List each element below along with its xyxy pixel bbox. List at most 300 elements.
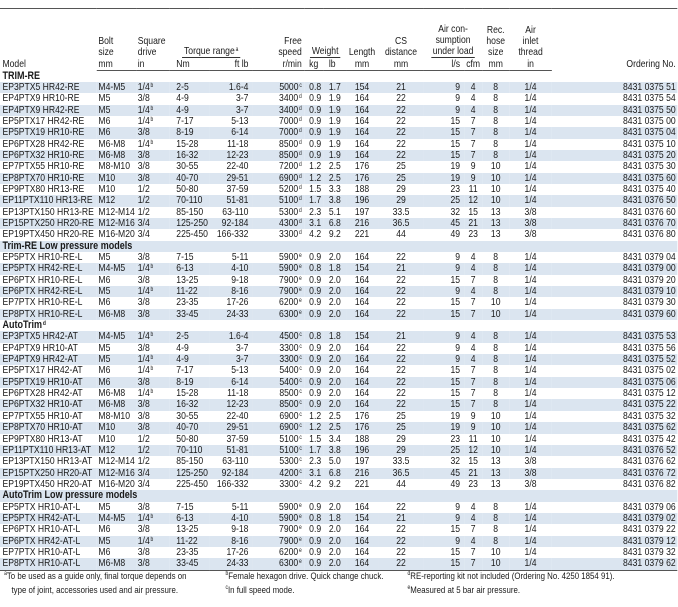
footnote-ref: d (299, 139, 302, 146)
footnote-ref: d (299, 230, 302, 237)
cell-cs-distance-value: 44 (396, 228, 406, 241)
cell-weight-lb-value: 3.3 (328, 182, 341, 195)
footnote-ref: d (299, 128, 302, 135)
cell-weight-lb-value: 2.5 (328, 409, 341, 422)
cell-torque-nm-value: 225-450 (176, 477, 208, 490)
cell-bolt-size-value: M10 (98, 421, 116, 434)
cell-weight-kg-value: 4.2 (309, 228, 322, 241)
cell-bolt-size-value: M4-M5 (98, 330, 126, 343)
cell-ordering-no-value: 8431 0376 62 (623, 455, 676, 468)
cell-torque-ftlb-value: 37-59 (226, 432, 249, 445)
cell-bolt-size-value: M10 (98, 171, 116, 184)
cell-model-value: EP5PTX HR42-RE-L (2, 262, 83, 275)
cell-air-inlet-value: 1/4 (524, 443, 537, 456)
cell-model-value: EP8PTX HR10-RE-L (2, 307, 83, 320)
cell-air-ls-value: 19 (450, 171, 461, 184)
cell-air-cfm (464, 309, 482, 320)
cell-weight-kg-value: 1.5 (309, 432, 322, 445)
cell-bolt-size-value: M6-M8 (98, 148, 126, 161)
cell-air-cfm-value: 9 (470, 421, 476, 434)
cell-weight-kg-value: 0.9 (309, 126, 322, 139)
cell-weight-kg-value: 2.3 (309, 205, 322, 218)
cell-torque-nm-value: 16-32 (176, 398, 199, 411)
cell-air-ls-value: 15 (450, 137, 461, 150)
cell-weight-lb-value: 5.0 (328, 455, 341, 468)
cell-weight-lb-value: 2.0 (328, 545, 341, 558)
section-title-text: AutoTrim (2, 319, 43, 332)
cell-cs-distance-value: 25 (396, 171, 406, 184)
cell-ordering-no-value: 8431 0375 06 (623, 375, 676, 388)
cell-bolt-size-value: M5 (98, 534, 111, 547)
cell-weight-lb (324, 558, 346, 570)
cell-length-value: 164 (354, 273, 370, 286)
footnote-ref: c (299, 82, 302, 89)
cell-free-speed-value: 5000 (279, 80, 299, 93)
cell-torque-ftlb-value: 9-18 (231, 273, 249, 286)
cell-torque-ftlb (210, 309, 253, 320)
cell-weight-kg-value: 1.7 (309, 443, 322, 456)
cell-air-ls-value: 19 (450, 421, 461, 434)
cell-length (346, 479, 378, 490)
cell-hose-size-value: 8 (493, 80, 499, 93)
cell-torque-ftlb-value: 22-40 (226, 160, 249, 173)
cell-air-ls-value: 15 (450, 296, 461, 309)
header-square-drive: Square drive (136, 9, 170, 58)
cell-air-cfm-value: 4 (470, 92, 476, 105)
cell-weight-kg-value: 0.9 (309, 92, 322, 105)
cell-torque-ftlb (210, 558, 253, 570)
unit-kg: kg (304, 58, 324, 71)
cell-cs-distance-value: 21 (396, 330, 406, 343)
cell-torque-nm-value: 16-32 (176, 148, 199, 161)
cell-air-ls-value: 15 (450, 114, 461, 127)
cell-square-drive-value: 3/4 (137, 477, 150, 490)
cell-hose-size-value: 10 (490, 182, 501, 195)
cell-hose-size-value: 10 (490, 160, 501, 173)
cell-cs-distance-value: 36.5 (392, 216, 410, 229)
cell-ordering-no-value: 8431 0375 54 (623, 92, 676, 105)
cell-torque-nm-value: 70-110 (176, 194, 203, 207)
unit-cs: mm (378, 58, 424, 71)
cell-cs-distance-value: 21 (396, 262, 406, 275)
footnote-ref: c (299, 468, 302, 475)
cell-hose-size-value: 10 (490, 421, 501, 434)
cell-weight-kg-value: 0.9 (309, 545, 322, 558)
cell-air-inlet-value: 1/4 (524, 148, 537, 161)
cell-free-speed-value: 5100 (279, 194, 299, 207)
cell-weight-kg-value: 4.2 (309, 477, 322, 490)
cell-ordering-no-value: 8431 0379 06 (623, 500, 676, 513)
cell-torque-nm-value: 7-17 (176, 364, 194, 377)
unit-hose: mm (482, 58, 509, 71)
cell-weight-lb-value: 2.5 (328, 160, 341, 173)
cell-air-cfm-value: 11 (468, 432, 478, 445)
cell-bolt-size-value: M6 (98, 126, 111, 139)
cell-air-cfm-value: 4 (470, 511, 476, 524)
unit-inlet: in (509, 58, 552, 71)
cell-torque-ftlb-value: 3-7 (236, 92, 249, 105)
footnote-ref: c (299, 332, 302, 339)
cell-length-value: 164 (354, 398, 370, 411)
cell-cs-distance-value: 22 (396, 103, 406, 116)
cell-ordering-no-value: 8431 0375 42 (623, 432, 676, 445)
footnote-ref: e (299, 559, 302, 566)
cell-air-cfm-value: 12 (468, 194, 478, 207)
cell-air-ls-value: 23 (450, 182, 461, 195)
cell-torque-nm-value: 4-9 (176, 353, 189, 366)
cell-air-ls-value: 9 (455, 285, 461, 298)
cell-torque-ftlb-value: 24-33 (226, 307, 249, 320)
cell-model-value: EP4PTX9 HR10-AT (2, 341, 78, 354)
footnote-ref: d (299, 105, 302, 112)
cell-weight-kg-value: 0.9 (309, 353, 322, 366)
cell-square-drive-value: 3/8 (137, 126, 150, 139)
cell-torque-nm-value: 125-250 (176, 216, 208, 229)
footnote-ref: d (299, 150, 302, 157)
cell-free-speed-value: 7900 (279, 273, 299, 286)
footnote-ref: b (150, 116, 154, 123)
cell-torque-ftlb-value: 12-23 (226, 398, 249, 411)
footnote-ref: e (299, 309, 302, 316)
cell-free-speed-value: 7900 (279, 534, 299, 547)
cell-weight-lb-value: 2.0 (328, 523, 341, 536)
cell-length-value: 176 (354, 171, 370, 184)
cell-square-drive-value: 3/4 (137, 228, 150, 241)
cell-torque-nm-value: 4-9 (176, 103, 189, 116)
cell-square-drive-value: 3/8 (137, 307, 150, 320)
cell-ordering-no-value: 8431 0375 62 (623, 421, 676, 434)
cell-cs-distance-value: 22 (396, 341, 406, 354)
cell-air-inlet-value: 1/4 (524, 545, 537, 558)
footnote-c-mark: c (225, 585, 228, 591)
cell-hose-size-value: 13 (490, 477, 501, 490)
cell-model-value: EP11PTX110 HR13-AT (2, 443, 91, 456)
cell-air-ls-value: 15 (450, 523, 461, 536)
cell-length-value: 164 (354, 557, 370, 570)
cell-ordering-no-value: 8431 0379 60 (623, 307, 676, 320)
cell-torque-nm-value: 85-150 (176, 205, 204, 218)
cell-torque-ftlb-value: 63-110 (222, 205, 249, 218)
cell-air-cfm-value: 4 (470, 262, 476, 275)
header-bolt-size: Bolt size (97, 9, 136, 58)
cell-bolt-size-value: M4-M5 (98, 262, 126, 275)
cell-weight-kg-value: 0.9 (309, 534, 322, 547)
cell-ordering-no-value: 8431 0376 70 (623, 216, 676, 229)
cell-air-inlet-value: 1/4 (524, 421, 537, 434)
cell-weight-lb (324, 229, 346, 240)
cell-ordering-no-value: 8431 0379 04 (623, 251, 676, 263)
cell-air-cfm-value: 7 (470, 307, 476, 320)
cell-bolt-size-value: M5 (98, 341, 111, 354)
cell-weight-lb-value: 2.0 (328, 341, 341, 354)
cell-air-inlet-value: 1/4 (524, 307, 537, 320)
cell-bolt-size-value: M6 (98, 523, 111, 536)
cell-air-ls-value: 9 (455, 103, 461, 116)
cell-model-value: EP6PTX32 HR10-RE (2, 148, 85, 161)
cell-model-value: EP8PTX70 HR10-AT (2, 421, 83, 434)
cell-weight-kg-value: 0.9 (309, 364, 322, 377)
cell-air-inlet-value: 1/4 (524, 80, 537, 93)
cell-square-drive-value: 3/4 (137, 466, 150, 479)
cell-cs-distance-value: 25 (396, 160, 406, 173)
cell-weight-lb-value: 1.9 (328, 137, 341, 150)
cell-free-speed-value: 8500 (279, 387, 299, 400)
cell-model-value: EP8PTX HR10-AT-L (2, 557, 81, 570)
cell-bolt-size-value: M12-M14 (98, 205, 135, 218)
footnote-ref: d (299, 162, 302, 169)
cell-air-cfm (464, 479, 482, 490)
cell-free-speed-value: 5400 (279, 364, 299, 377)
footnote-ref: e (299, 298, 302, 305)
footnote-ref: c (299, 366, 302, 373)
table-header (0, 9, 677, 71)
cell-hose-size-value: 8 (493, 341, 499, 354)
cell-torque-nm (170, 558, 210, 570)
footnote-ref: c (299, 389, 302, 396)
cell-bolt-size-value: M6-M8 (98, 307, 126, 320)
cell-length (346, 558, 378, 570)
cell-square-drive-value: 1/4 (137, 137, 150, 150)
cell-air-ls-value: 15 (450, 375, 461, 388)
cell-torque-ftlb-value: 11-18 (227, 137, 249, 150)
cell-cs-distance (378, 479, 424, 490)
cell-torque-nm-value: 15-28 (176, 137, 199, 150)
cell-torque-ftlb-value: 17-26 (226, 545, 249, 558)
cell-ordering-no-value: 8431 0375 00 (623, 114, 676, 127)
cell-free-speed-value: 8500 (279, 398, 299, 411)
cell-cs-distance-value: 22 (396, 557, 406, 570)
cell-hose-size-value: 10 (490, 545, 501, 558)
cell-air-ls-value: 15 (450, 273, 461, 286)
cell-torque-ftlb-value: 17-26 (226, 296, 249, 309)
cell-air-inlet-value: 1/4 (524, 182, 537, 195)
cell-weight-kg-value: 0.9 (309, 114, 322, 127)
cell-length-value: 221 (354, 477, 370, 490)
cell-air-cfm-value: 7 (470, 398, 476, 411)
cell-torque-ftlb-value: 4-10 (231, 511, 249, 524)
cell-torque-ftlb (210, 229, 253, 240)
cell-bolt-size-value: M10 (98, 182, 116, 195)
cell-cs-distance (378, 229, 424, 240)
cell-free-speed-value: 3300 (279, 477, 299, 490)
cell-bolt-size-value: M5 (98, 103, 111, 116)
cell-air-ls-value: 25 (450, 443, 461, 456)
footnote-ref: c (299, 411, 302, 418)
cell-cs-distance-value: 22 (396, 534, 406, 547)
cell-weight-lb-value: 2.0 (328, 534, 341, 547)
cell-hose-size-value: 13 (490, 205, 501, 218)
section-title-text: AutoTrim Low pressure models (2, 489, 138, 502)
cell-weight-lb-value: 2.0 (328, 307, 341, 320)
cell-length-value: 154 (354, 511, 370, 524)
footnote-ref: b (150, 389, 154, 396)
cell-square-drive-value: 3/8 (137, 545, 150, 558)
cell-length-value: 164 (354, 296, 370, 309)
footnote-ref: e (299, 525, 302, 532)
cell-torque-ftlb-value: 51-81 (226, 443, 249, 456)
cell-air-cfm-value: 7 (470, 126, 476, 139)
cell-weight-lb-value: 1.9 (328, 114, 341, 127)
footnote-ref: c (299, 434, 302, 441)
cell-air-ls-value: 15 (450, 148, 461, 161)
cell-model-value: EP6PTX28 HR42-AT (2, 387, 83, 400)
cell-air-ls-value: 9 (455, 353, 461, 366)
cell-cs-distance-value: 44 (396, 477, 406, 490)
header-weight (304, 9, 346, 58)
cell-hose-size-value: 8 (493, 126, 499, 139)
cell-hose-size-value: 13 (490, 455, 501, 468)
cell-torque-nm-value: 70-110 (176, 443, 203, 456)
cell-cs-distance (378, 309, 424, 320)
cell-hose-size-value: 8 (493, 103, 499, 116)
cell-cs-distance-value: 22 (396, 114, 406, 127)
cell-weight-lb-value: 3.8 (328, 194, 341, 207)
cell-cs-distance-value: 22 (396, 364, 406, 377)
cell-torque-nm-value: 30-55 (176, 409, 199, 422)
unit-ftlb: ft lb (210, 58, 253, 71)
cell-weight-kg-value: 3.1 (309, 466, 322, 479)
cell-hose-size (482, 558, 509, 570)
table-row (0, 558, 677, 570)
cell-weight-kg-value: 0.8 (309, 262, 322, 275)
cell-weight-lb-value: 1.9 (328, 126, 341, 139)
cell-ordering-no-value: 8431 0379 20 (623, 273, 676, 286)
cell-model-value: EP19PTX450 HR20-AT (2, 477, 93, 490)
cell-hose-size-value: 8 (493, 92, 499, 105)
cell-air-ls (424, 309, 464, 320)
cell-length-value: 164 (354, 251, 370, 263)
cell-square-drive-value: 1/4 (137, 353, 150, 366)
cell-torque-ftlb-value: 22-40 (226, 409, 249, 422)
cell-torque-nm-value: 11-22 (176, 285, 198, 298)
cell-torque-nm-value: 30-55 (176, 160, 199, 173)
footnote-e (407, 584, 520, 598)
cell-square-drive-value: 1/4 (137, 511, 150, 524)
cell-hose-size-value: 10 (490, 171, 501, 184)
cell-square-drive-value: 3/8 (137, 171, 150, 184)
cell-ordering-no (552, 309, 677, 320)
cell-free-speed-value: 7000 (279, 114, 299, 127)
cell-length-value: 164 (354, 353, 370, 366)
cell-hose-size-value: 8 (493, 353, 499, 366)
cell-air-inlet-value: 1/4 (524, 341, 537, 354)
cell-bolt-size-value: M12-M16 (98, 216, 135, 229)
cell-hose-size-value: 10 (490, 443, 501, 456)
cell-model-value: EP13PTX150 HR13-AT (2, 455, 93, 468)
cell-bolt-size-value: M5 (98, 251, 111, 263)
cell-model (0, 558, 97, 570)
cell-square-drive-value: 1/4 (137, 364, 150, 377)
cell-hose-size (482, 479, 509, 490)
cell-air-ls-value: 49 (450, 477, 461, 490)
cell-air-cfm-value: 7 (470, 137, 476, 150)
cell-air-inlet-value: 1/4 (524, 330, 537, 343)
cell-air-ls (424, 229, 464, 240)
cell-weight-kg-value: 0.9 (309, 307, 322, 320)
cell-torque-nm-value: 125-250 (176, 466, 208, 479)
cell-bolt-size (97, 558, 136, 570)
cell-torque-ftlb-value: 8-16 (231, 534, 249, 547)
cell-square-drive-value: 1/4 (137, 534, 150, 547)
spec-table (0, 8, 677, 571)
cell-square-drive-value: 1/4 (137, 114, 150, 127)
cell-free-speed-value: 8500 (279, 137, 299, 150)
cell-ordering-no-value: 8431 0376 60 (623, 205, 676, 218)
unit-ls: l/s (424, 58, 464, 71)
cell-torque-nm-value: 2-5 (176, 80, 189, 93)
footnote-ref: d (299, 218, 302, 225)
cell-length-value: 164 (354, 114, 370, 127)
cell-cs-distance-value: 25 (396, 421, 406, 434)
cell-square-drive-value: 3/8 (137, 375, 150, 388)
cell-length-value: 188 (354, 432, 370, 445)
cell-air-ls-value: 45 (450, 466, 461, 479)
cell-cs-distance-value: 29 (396, 182, 406, 195)
cell-air-ls-value: 9 (455, 330, 461, 343)
cell-cs-distance-value: 36.5 (392, 466, 410, 479)
cell-square-drive-value: 3/8 (137, 160, 150, 173)
cell-model-value: EP9PTX80 HR13-AT (2, 432, 83, 445)
header-free-speed: Free speed (253, 9, 305, 58)
unit-lb: lb (324, 58, 346, 71)
cell-free-speed-value: 6900 (279, 171, 299, 184)
cell-weight-lb-value: 2.0 (328, 500, 341, 513)
cell-free-speed-value: 3400 (279, 92, 299, 105)
header-cs-distance: CS distance (378, 9, 424, 58)
cell-square-drive (136, 229, 170, 240)
cell-bolt-size-value: M5 (98, 92, 111, 105)
cell-ordering-no-value: 8431 0375 60 (623, 171, 676, 184)
cell-air-cfm-value: 7 (470, 114, 476, 127)
cell-hose-size-value: 8 (493, 534, 499, 547)
cell-cs-distance-value: 22 (396, 273, 406, 286)
cell-weight-lb-value: 2.0 (328, 387, 341, 400)
cell-ordering-no-value: 8431 0375 12 (623, 387, 676, 400)
cell-length-value: 216 (354, 216, 370, 229)
unit-bolt: mm (97, 58, 136, 71)
footnote-e-mark: e (407, 585, 411, 591)
cell-air-ls-value: 15 (450, 387, 461, 400)
cell-weight-lb-value: 1.9 (328, 148, 341, 161)
cell-length-value: 164 (354, 523, 370, 536)
cell-length (346, 229, 378, 240)
cell-weight-kg (304, 558, 324, 570)
cell-air-cfm-value: 7 (470, 557, 476, 570)
cell-ordering-no-value: 8431 0375 50 (623, 103, 676, 116)
header-torque-range (170, 9, 253, 58)
cell-torque-ftlb-value: 6-14 (231, 375, 249, 388)
cell-hose-size-value: 8 (493, 330, 499, 343)
cell-square-drive-value: 1/4 (137, 387, 150, 400)
cell-hose-size-value: 8 (493, 137, 499, 150)
cell-cs-distance-value: 22 (396, 375, 406, 388)
cell-length-value: 188 (354, 182, 370, 195)
cell-hose-size-value: 8 (493, 114, 499, 127)
footnote-d-mark: d (407, 571, 411, 577)
cell-air-ls-value: 23 (450, 432, 461, 445)
cell-torque-ftlb-value: 3-7 (236, 103, 249, 116)
cell-square-drive-value: 3/4 (137, 216, 150, 229)
cell-air-inlet-value: 1/4 (524, 409, 537, 422)
cell-ordering-no-value: 8431 0375 22 (623, 398, 676, 411)
cell-length-value: 197 (354, 205, 370, 218)
cell-hose-size (482, 309, 509, 320)
cell-torque-ftlb-value: 4-10 (231, 262, 249, 275)
cell-free-speed-value: 5300 (279, 455, 299, 468)
cell-square-drive-value: 3/8 (137, 92, 150, 105)
cell-cs-distance-value: 22 (396, 126, 406, 139)
cell-model-value: EP6PTX HR42-AT-L (2, 534, 81, 547)
